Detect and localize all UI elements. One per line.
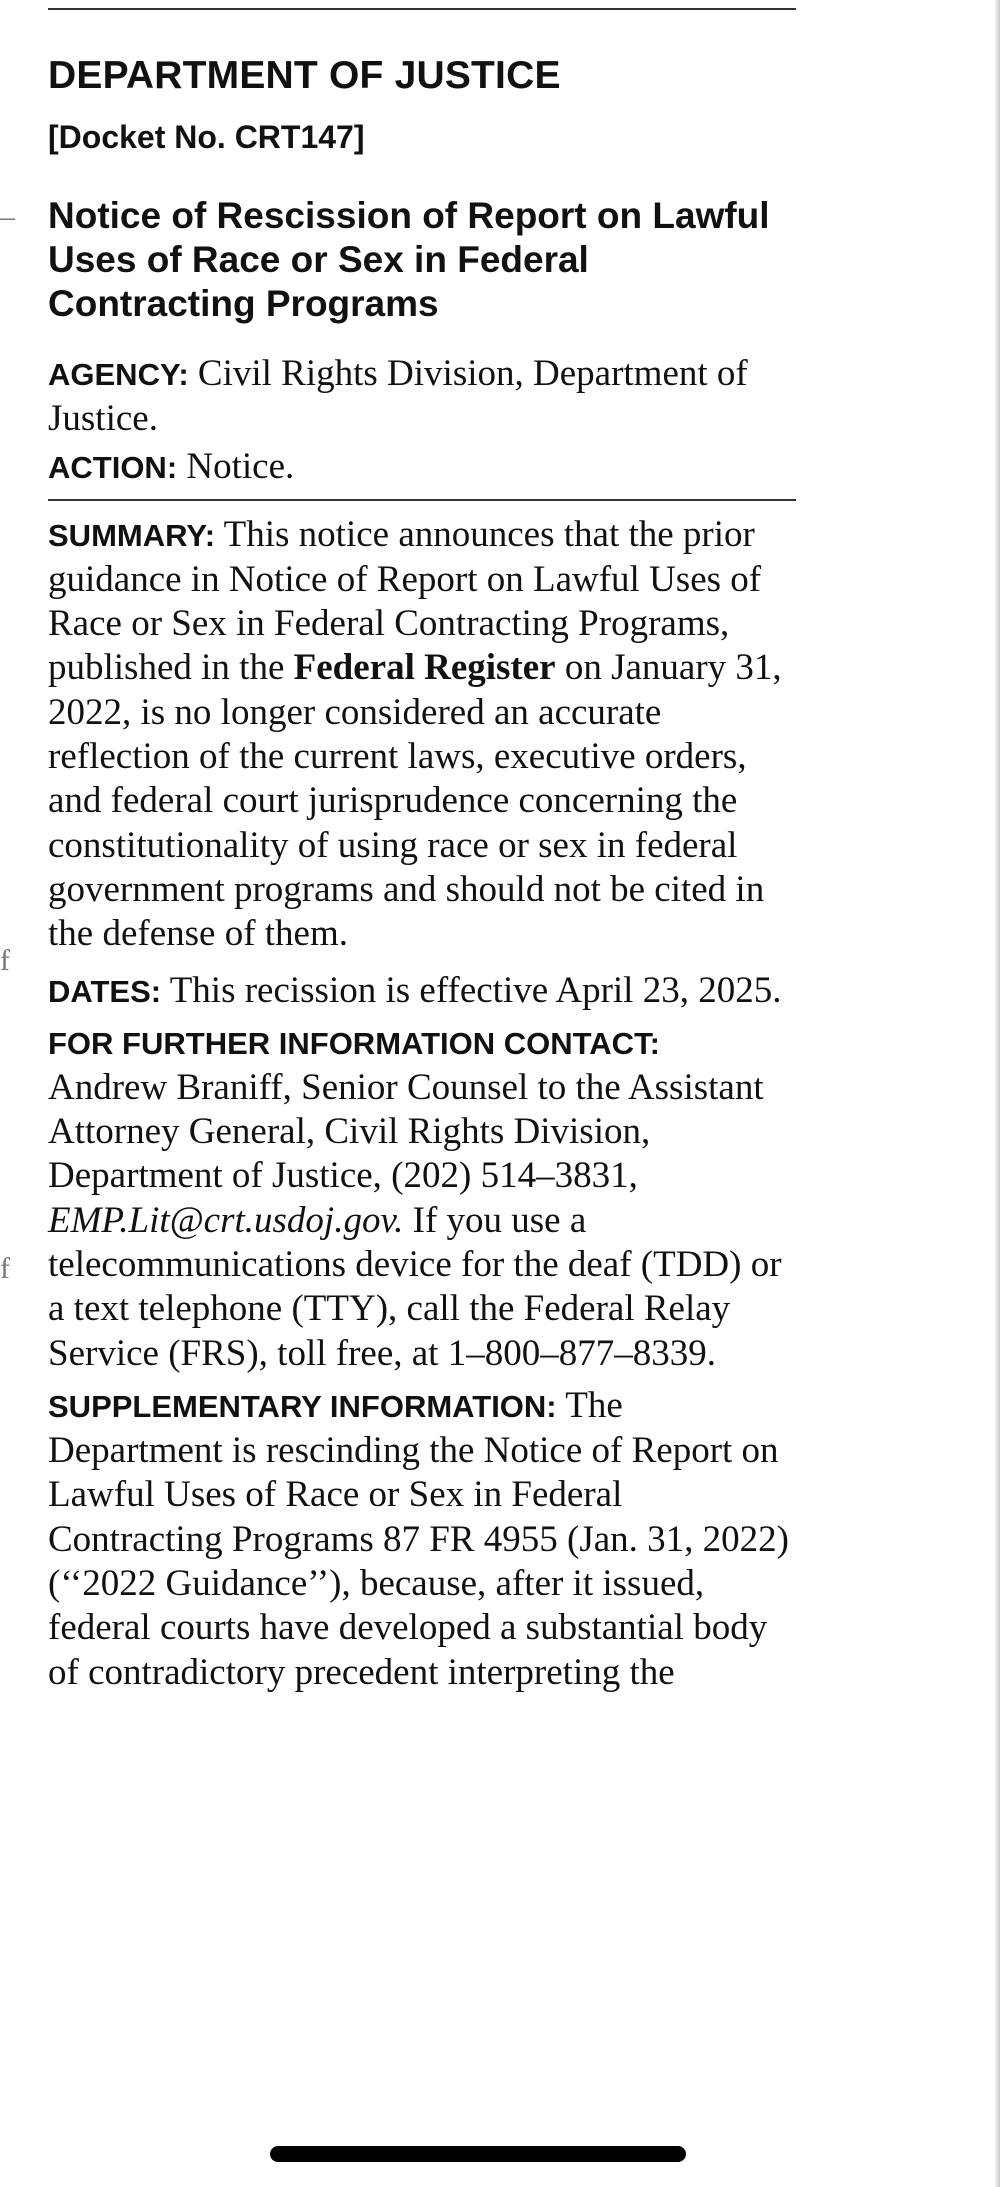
left-margin-fragment: – — [0, 200, 15, 233]
docket-number: [Docket No. CRT147] — [48, 118, 365, 155]
dates-text: This recission is effective April 23, 2025. — [169, 969, 782, 1011]
agency-label: AGENCY: — [48, 356, 189, 392]
summary-label: SUMMARY: — [48, 517, 216, 553]
action-paragraph — [48, 445, 796, 490]
dates-label: DATES: — [48, 973, 162, 1009]
document-page — [48, 0, 796, 1695]
contact-text-after: If you use a telecommunications device for the deaf (TDD) or a text telephone (TTY), call the Federal Relay Service (FRS), toll free, at 1–800–877–8339. — [48, 1199, 782, 1374]
summary-paragraph — [48, 513, 796, 957]
dates-paragraph — [48, 969, 796, 1014]
contact-text-before: Andrew Braniff, Senior Counsel to the Assistant Attorney General, Civil Rights Division, Department of Justice, (202) 514–3831, — [48, 1066, 764, 1197]
notice-title: Notice of Rescission of Report on Lawful Uses of Race or Sex in Federal Contracting Programs — [48, 194, 770, 324]
contact-email-link[interactable]: EMP.Lit@crt.usdoj.gov. — [48, 1199, 404, 1241]
left-margin-fragment: f — [0, 944, 10, 977]
left-margin-fragment: f — [0, 1252, 10, 1285]
home-indicator-bar[interactable] — [270, 2146, 686, 2162]
summary-text-after: on January 31, 2022, is no longer considered an accurate reflection of the current laws, executive orders, and federal court jurisprudence concerning the constitutionality of using race or sex in federal government programs and should not be cited in the defense of them. — [48, 647, 782, 955]
page-edge-shadow — [994, 0, 1000, 2187]
section-divider — [48, 499, 796, 501]
supplementary-label: SUPPLEMENTARY INFORMATION: — [48, 1388, 557, 1424]
summary-text-before: This notice announces that the prior guidance in Notice of Report on Lawful Uses of Race or Sex in Federal Contracting Programs, published in the — [48, 513, 762, 689]
contact-label: FOR FURTHER INFORMATION CONTACT: — [48, 1025, 660, 1061]
action-text: Notice. — [186, 446, 295, 488]
top-divider — [48, 8, 796, 10]
agency-heading: DEPARTMENT OF JUSTICE — [48, 54, 561, 97]
agency-text: Civil Rights Division, Department of Justice. — [48, 352, 748, 439]
agency-paragraph — [48, 352, 796, 442]
contact-paragraph — [48, 1022, 796, 1376]
supplementary-text: The Department is rescinding the Notice of Report on Lawful Uses of Race or Sex in Federal Contracting Programs 87 FR 4955 (Jan. 31, 2022) (‘‘2022 Guidance’’), because, after it issued, federal courts have developed a substantial body of contradictory precedent interpreting the — [48, 1384, 789, 1693]
federal-register-emphasis: Federal Register — [293, 647, 556, 689]
supplementary-paragraph — [48, 1384, 796, 1695]
action-label: ACTION: — [48, 450, 178, 486]
